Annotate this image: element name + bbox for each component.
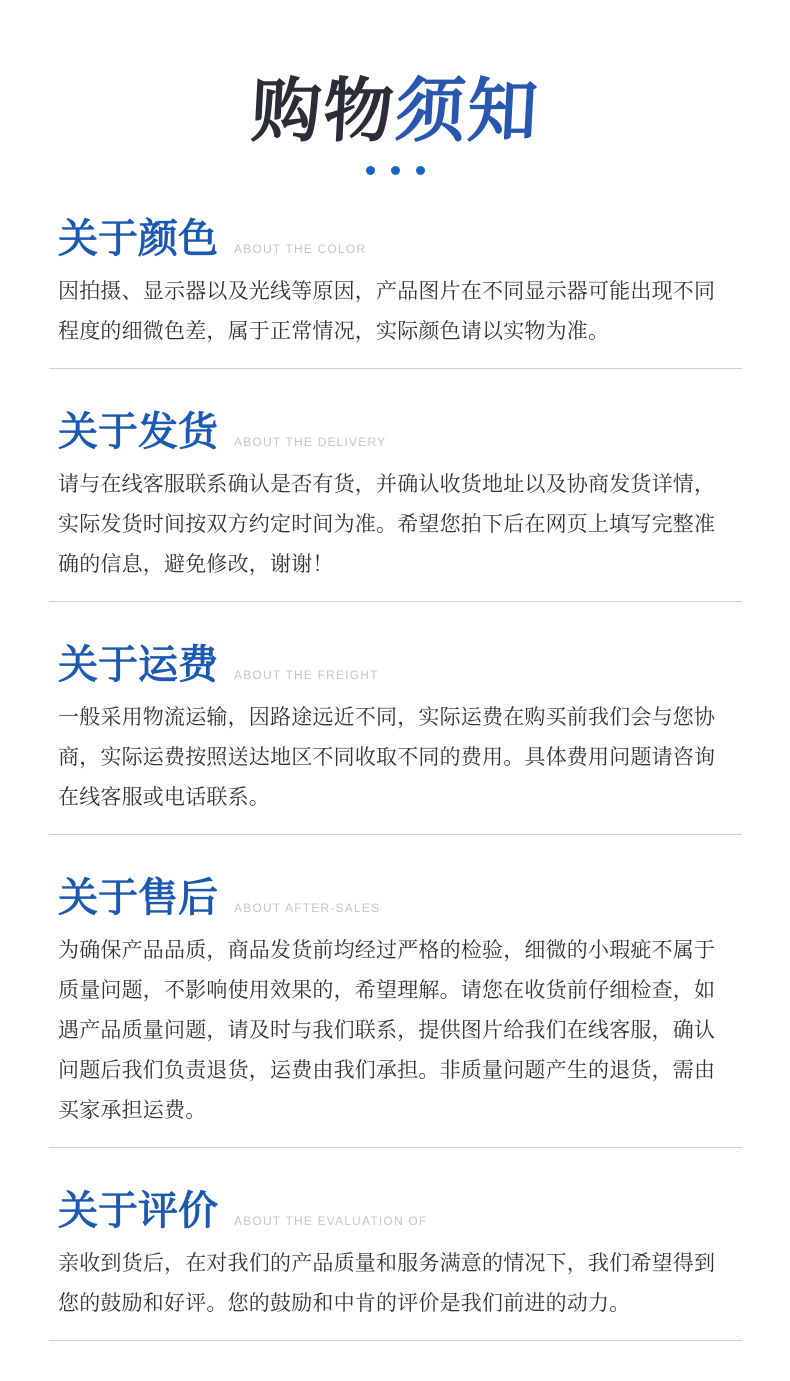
section-heading-row [58,642,733,688]
section-heading: 关于评价 [58,1189,218,1234]
page-header [58,0,733,176]
dot-icon [416,166,425,175]
section-divider [49,368,742,369]
section-subtitle-en: ABOUT THE DELIVERY [234,435,387,450]
dot-icon [391,166,400,175]
section-heading: 关于运费 [58,643,218,688]
section-about-freight [58,642,733,835]
title-part-accent: 须知 [393,72,542,150]
section-divider [49,601,742,602]
section-body-text: 请与在线客服联系确认是否有货，并确认收货地址以及协商发货详情，实际发货时间按双方约定时间为准。希望您拍下后在网页上填写完整准确的信息，避免修改，谢谢！ [58,473,716,577]
section-heading-row [58,216,733,262]
section-divider [49,1147,742,1148]
section-subtitle-en: ABOUT THE EVALUATION OF [234,1214,428,1229]
section-about-delivery [58,409,733,602]
section-heading-row [58,875,733,921]
section-divider [49,1340,742,1341]
section-divider [49,834,742,835]
section-about-evaluation [58,1188,733,1341]
section-subtitle-en: ABOUT THE FREIGHT [234,668,379,683]
title-dots-decoration [58,164,733,176]
section-body-text: 亲收到货后，在对我们的产品质量和服务满意的情况下，我们希望得到您的鼓励和好评。您的鼓励和中肯的评价是我们前进的动力。 [58,1252,716,1316]
dot-icon [366,166,375,175]
section-subtitle-en: ABOUT AFTER-SALES [234,901,381,916]
section-heading: 关于颜色 [58,217,218,262]
section-body-text: 为确保产品品质，商品发货前均经过严格的检验，细微的小瑕疵不属于质量问题，不影响使用效果的，希望理解。请您在收货前仔细检查，如遇产品质量问题，请及时与我们联系，提供图片给我们在线客服，确认问题后我们负责退货，运费由我们承担。非质量问题产生的退货，需由买家承担运费。 [58,939,716,1123]
section-subtitle-en: ABOUT THE COLOR [234,242,367,257]
section-body-text: 因拍摄、显示器以及光线等原因，产品图片在不同显示器可能出现不同程度的细微色差，属于正常情况，实际颜色请以实物为准。 [58,280,716,344]
page-title [56,72,735,150]
section-about-after-sales [58,875,733,1148]
section-heading: 关于发货 [58,410,218,455]
section-heading-row [58,1188,733,1234]
section-heading-row [58,409,733,455]
section-about-color [58,216,733,369]
section-heading: 关于售后 [58,876,218,921]
section-body-text: 一般采用物流运输，因路途远近不同，实际运费在购买前我们会与您协商，实际运费按照送达地区不同收取不同的费用。具体费用问题请咨询在线客服或电话联系。 [58,706,716,810]
title-part-dark: 购物 [249,72,398,150]
